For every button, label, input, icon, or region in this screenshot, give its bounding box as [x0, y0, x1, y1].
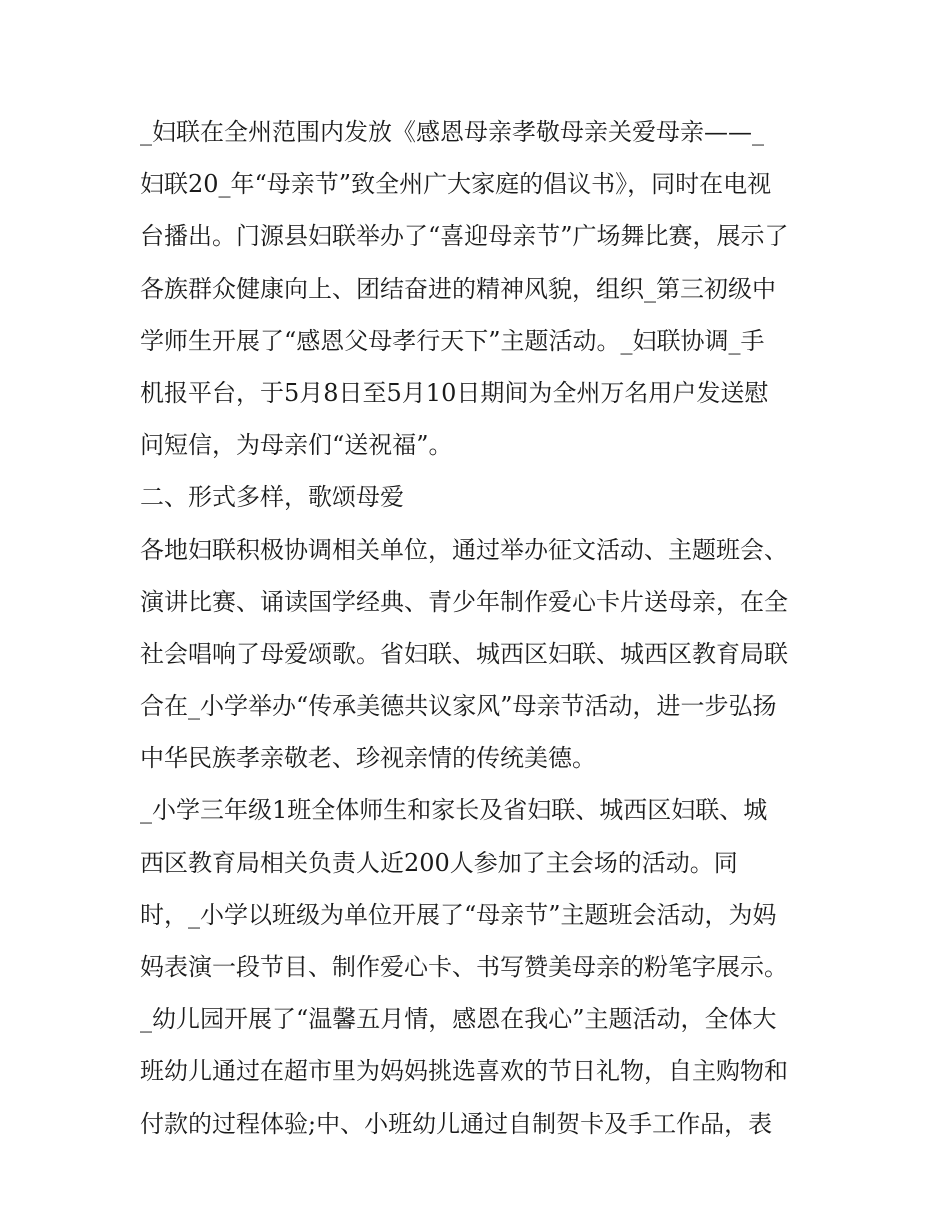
text-line: 问短信，为母亲们“送祝福”。 [140, 431, 453, 460]
text-line: 机报平台，于5月8日至5月10日期间为全州万名用户发送慰 [140, 378, 769, 407]
text-line: 时，_小学以班级为单位开展了“母亲节”主题班会活动，为妈 [140, 900, 777, 929]
text-line: 妇联20_年“母亲节”致全州广大家庭的倡议书》，同时在电视 [140, 170, 772, 199]
text-line: 社会唱响了母爱颂歌。省妇联、城西区妇联、城西区教育局联 [140, 639, 788, 668]
text-line: 台播出。门源县妇联举办了“喜迎母亲节”广场舞比赛，展示了 [140, 222, 789, 251]
text-line: _小学三年级1班全体师生和家长及省妇联、城西区妇联、城 [140, 796, 768, 825]
text-line: 学师生开展了“感恩父母孝行天下”主题活动。_妇联协调_手 [140, 326, 765, 355]
text-line: 中华民族孝亲敬老、珍视亲情的传统美德。 [140, 744, 596, 773]
document-body [140, 106, 820, 1150]
text-line: 各地妇联积极协调相关单位，通过举办征文活动、主题班会、 [140, 535, 788, 564]
text-line: _妇联在全州范围内发放《感恩母亲孝敬母亲关爱母亲——_ [140, 118, 764, 146]
text-line: 合在_小学举办“传承美德共议家风”母亲节活动，进一步弘扬 [140, 692, 777, 721]
text-line: 付款的过程体验;中、小班幼儿通过自制贺卡及手工作品，表 [140, 1109, 773, 1138]
text-line: 西区教育局相关负责人近200人参加了主会场的活动。同 [140, 848, 738, 877]
text-line: 演讲比赛、诵读国学经典、青少年制作爱心卡片送母亲，在全 [140, 587, 788, 616]
text-line: _幼儿园开展了“温馨五月情，感恩在我心”主题活动，全体大 [140, 1005, 777, 1034]
text-line: 班幼儿通过在超市里为妈妈挑选喜欢的节日礼物，自主购物和 [140, 1057, 788, 1086]
text-line: 妈表演一段节目、制作爱心卡、书写赞美母亲的粉笔字展示。 [140, 953, 788, 981]
section-heading: 二、形式多样，歌颂母爱 [140, 483, 404, 512]
text-line: 各族群众健康向上、团结奋进的精神风貌，组织_第三初级中 [140, 274, 776, 303]
